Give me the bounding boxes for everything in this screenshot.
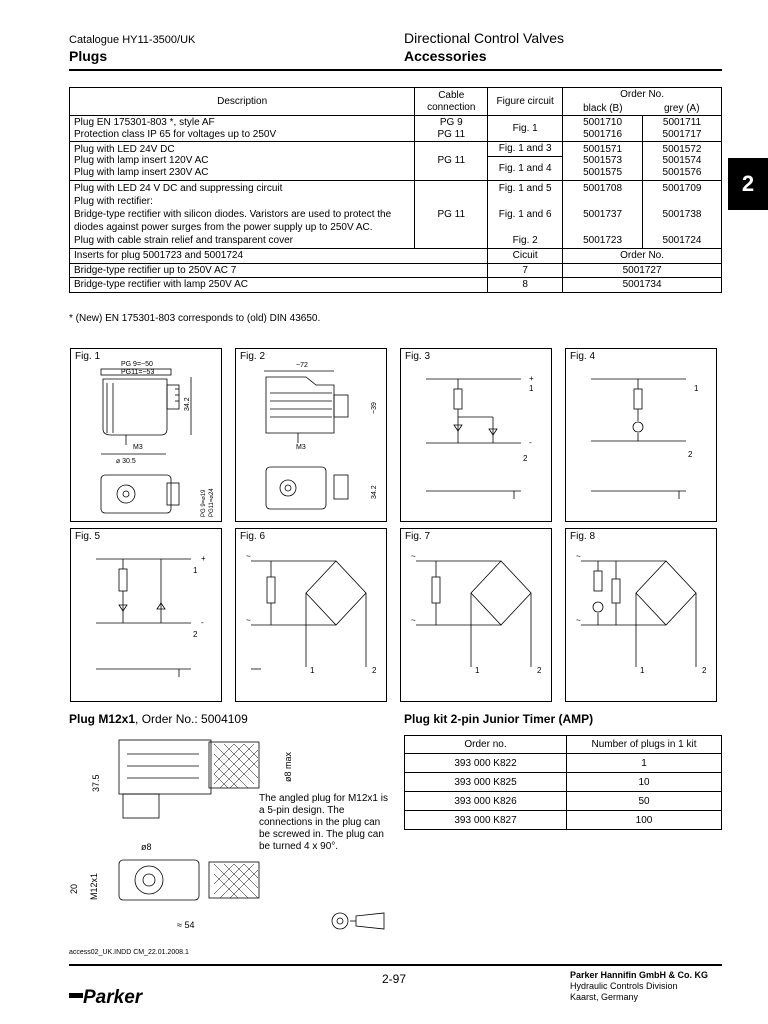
svg-text:PG11=~53: PG11=~53 — [121, 369, 155, 376]
svg-text:-: - — [529, 438, 532, 447]
fig2-drawing — [236, 349, 388, 523]
m12-drawing — [69, 732, 293, 932]
figure-5: Fig. 5 + 1 - 2 — [70, 528, 222, 702]
table-row: Plug with LED 24V DC Plug with lamp insert 120V AC Plug with lamp insert 230V AC PG 11 Fig. 1 and 3 Fig. 1 and 4 5001571 5001573 5001575 5001572 5001574 5001576 — [70, 142, 722, 181]
table-row: Bridge-type rectifier with lamp 250V AC 8 5001734 — [70, 278, 722, 293]
fig7-circuit — [401, 529, 553, 703]
fig6-circuit — [236, 529, 388, 703]
kit-header-count: Number of plugs in 1 kit — [567, 736, 722, 754]
svg-text:-: - — [201, 618, 204, 627]
svg-text:~: ~ — [411, 552, 416, 561]
company-location: Kaarst, Germany — [570, 992, 639, 1002]
figure-4: Fig. 4 1 2 — [565, 348, 717, 522]
svg-text:M3: M3 — [133, 444, 143, 451]
svg-text:+: + — [529, 374, 534, 383]
svg-text:+: + — [201, 554, 206, 563]
page-title: Directional Control Valves — [404, 30, 565, 46]
header-grey: grey (A) — [643, 102, 722, 116]
connector-symbol — [326, 910, 388, 932]
header-rule — [69, 69, 722, 71]
svg-text:34.2: 34.2 — [371, 485, 378, 499]
header-figure: Figure circuit — [488, 88, 563, 116]
figure-8: Fig. 8 ~ ~ 1 2 — [565, 528, 717, 702]
svg-text:1: 1 — [193, 566, 198, 575]
svg-text:M3: M3 — [296, 444, 306, 451]
header-order: Order No. — [563, 88, 722, 102]
kit-table — [404, 735, 722, 830]
svg-text:PG 9=⌀19: PG 9=⌀19 — [201, 489, 207, 517]
accessories-table — [69, 87, 722, 293]
svg-text:Parker: Parker — [83, 987, 143, 1008]
svg-text:~: ~ — [411, 616, 416, 625]
fig3-circuit — [401, 349, 553, 523]
svg-text:~: ~ — [576, 552, 581, 561]
fig8-circuit — [566, 529, 718, 703]
figure-2: Fig. 2 ~72 ~39 M3 34.2 — [235, 348, 387, 522]
catalogue-number: Catalogue HY11-3500/UK — [69, 34, 196, 46]
company-name: Parker Hannifin GmbH & Co. KG — [570, 970, 709, 980]
figure-7: Fig. 7 ~ ~ 1 2 — [400, 528, 552, 702]
fig4-circuit — [566, 349, 718, 523]
svg-text:2: 2 — [193, 630, 198, 639]
svg-text:37.5: 37.5 — [91, 774, 101, 792]
table-row: Plug with LED 24 V DC and suppressing circuit Plug with rectifier: Bridge-type rectifier with silicon diodes. Varistors are used to protect the diodes against power surges from the power supply up to 250V AC. Plug with cable strain relief and transparent cover PG 11 Fig. 1 and 5 Fig. 1 and 6 Fig. 2 5001708 5001737 5001723 5001709 5001738 5001724 — [70, 181, 722, 249]
header-black: black (B) — [563, 102, 643, 116]
svg-text:~72: ~72 — [296, 362, 308, 369]
table-row: 393 000 K826 50 — [405, 792, 722, 811]
m12-description: The angled plug for M12x1 is a 5-pin design. The connections in the plug can be screwed in. The plug can be turned 4 x 90°. — [259, 793, 388, 852]
svg-text:≈ 54: ≈ 54 — [177, 920, 195, 930]
figure-1: Fig. 1 PG 9=~50 PG11=~53 34.2 M3 ⌀ 30.5 PG 9=⌀19 PG11=⌀24 — [70, 348, 222, 522]
svg-text:M12x1: M12x1 — [89, 872, 99, 900]
page-subtitle: Accessories — [404, 48, 487, 64]
svg-text:2: 2 — [702, 666, 707, 675]
svg-text:PG 9=~50: PG 9=~50 — [121, 361, 153, 368]
svg-text:~39: ~39 — [371, 402, 378, 414]
svg-text:1: 1 — [475, 666, 480, 675]
svg-text:~: ~ — [576, 616, 581, 625]
svg-text:2: 2 — [372, 666, 377, 675]
svg-text:2: 2 — [688, 450, 693, 459]
figure-3: Fig. 3 + 1 - 2 — [400, 348, 552, 522]
svg-text:1: 1 — [640, 666, 645, 675]
m12-title: Plug M12x1, Order No.: 5004109 — [69, 712, 248, 726]
svg-text:1: 1 — [529, 384, 534, 393]
table-row: Plug EN 175301-803 *, style AF Protection class IP 65 for voltages up to 250V PG 9 PG 11 Fig. 1 5001710 5001716 5001711 5001717 — [70, 116, 722, 142]
table-row: Bridge-type rectifier up to 250V AC 7 7 5001727 — [70, 263, 722, 278]
table-row: 393 000 K822 1 — [405, 754, 722, 773]
svg-text:PG11=⌀24: PG11=⌀24 — [209, 488, 215, 517]
svg-text:⌀ 30.5: ⌀ 30.5 — [116, 458, 136, 465]
kit-title: Plug kit 2-pin Junior Timer (AMP) — [404, 712, 594, 726]
svg-text:~: ~ — [246, 552, 251, 561]
page-number: 2-97 — [382, 972, 407, 986]
chapter-tab: 2 — [728, 158, 768, 210]
svg-text:2: 2 — [537, 666, 542, 675]
svg-text:~: ~ — [246, 616, 251, 625]
svg-text:1: 1 — [310, 666, 315, 675]
fig1-drawing — [71, 349, 223, 523]
svg-text:34.2: 34.2 — [184, 397, 191, 411]
svg-text:ø8: ø8 — [141, 842, 152, 852]
parker-logo — [69, 985, 161, 1007]
fig5-circuit — [71, 529, 223, 703]
section-title: Plugs — [69, 48, 108, 64]
header-cable: Cable connection — [415, 88, 488, 116]
table-row: 393 000 K825 10 — [405, 773, 722, 792]
company-division: Hydraulic Controls Division — [570, 981, 678, 991]
footnote: * (New) EN 175301-803 corresponds to (old) DIN 43650. — [69, 313, 321, 324]
footer-rule — [69, 964, 722, 966]
file-info: access02_UK.INDD CM_22.01.2008.1 — [69, 949, 189, 956]
svg-text:ø8 max: ø8 max — [283, 751, 293, 782]
table-row: Inserts for plug 5001723 and 5001724 Cicuit Order No. — [70, 249, 722, 264]
svg-text:2: 2 — [523, 454, 528, 463]
table-row: 393 000 K827 100 — [405, 811, 722, 830]
svg-text:1: 1 — [694, 384, 699, 393]
header-description: Description — [70, 88, 415, 116]
figure-6: Fig. 6 ~ ~ 1 2 — [235, 528, 387, 702]
svg-text:20: 20 — [69, 883, 79, 894]
kit-header-order: Order no. — [405, 736, 567, 754]
